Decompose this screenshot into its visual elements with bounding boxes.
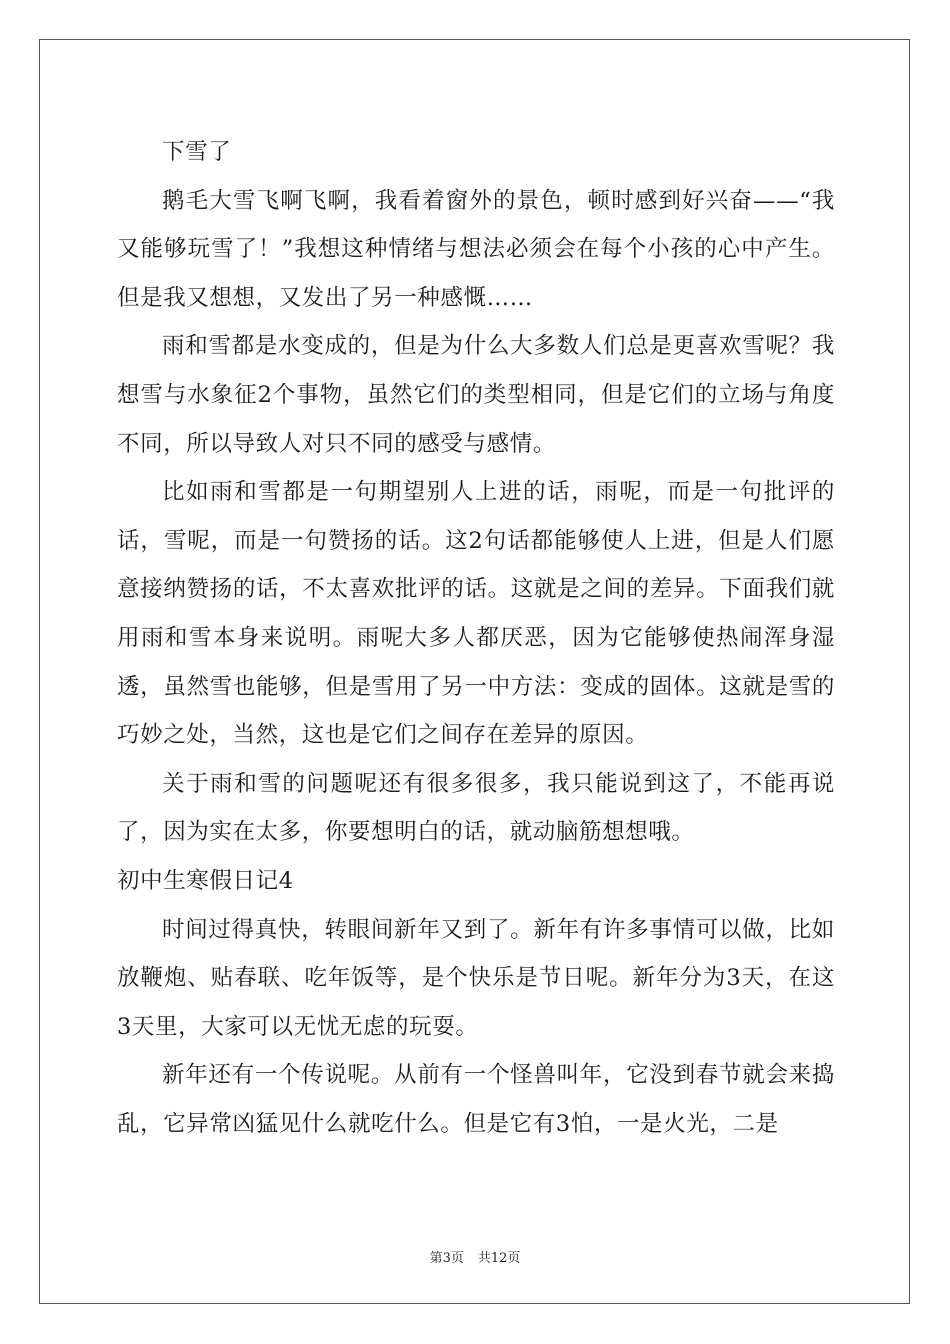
- page-total: 共12页: [477, 1251, 521, 1266]
- paragraph: 鹅毛大雪飞啊飞啊，我看着窗外的景色，顿时感到好兴奋——“我又能够玩雪了！”我想这种情绪与想法必须会在每个小孩的心中产生。但是我又想想，又发出了另一种感慨……: [117, 187, 835, 311]
- section-heading-diary-4: 初中生寒假日记4: [117, 867, 294, 894]
- paragraph: 时间过得真快，转眼间新年又到了。新年有许多事情可以做，比如放鞭炮、贴春联、吃年饭等，是个快乐是节日呢。新年分为3天，在这3天里，大家可以无忧无虑的玩耍。: [117, 916, 835, 1040]
- page-footer: [0, 1247, 950, 1266]
- document-body: [117, 128, 835, 1148]
- page-number: 第3页: [429, 1251, 464, 1266]
- paragraph: 比如雨和雪都是一句期望别人上进的话，雨呢，而是一句批评的话，雪呢，而是一句赞扬的话。这2句话都能够使人上进，但是人们愿意接纳赞扬的话，不太喜欢批评的话。这就是之间的差异。下面我们就用雨和雪本身来说明。雨呢大多人都厌恶，因为它能够使热闹浑身湿透，虽然雪也能够，但是雪用了另一中方法：变成的固体。这就是雪的巧妙之处，当然，这也是它们之间存在差异的原因。: [117, 479, 835, 749]
- diary-title-snow: 下雪了: [162, 139, 232, 165]
- paragraph: 雨和雪都是水变成的，但是为什么大多数人们总是更喜欢雪呢？我想雪与水象征2个事物，虽然它们的类型相同，但是它们的立场与角度不同，所以导致人对只不同的感受与感情。: [117, 333, 835, 457]
- paragraph: 新年还有一个传说呢。从前有一个怪兽叫年，它没到春节就会来捣乱，它异常凶猛见什么就吃什么。但是它有3怕，一是火光，二是: [117, 1062, 835, 1137]
- paragraph: 关于雨和雪的问题呢还有很多很多，我只能说到这了，不能再说了，因为实在太多，你要想明白的话，就动脑筋想想哦。: [117, 770, 835, 846]
